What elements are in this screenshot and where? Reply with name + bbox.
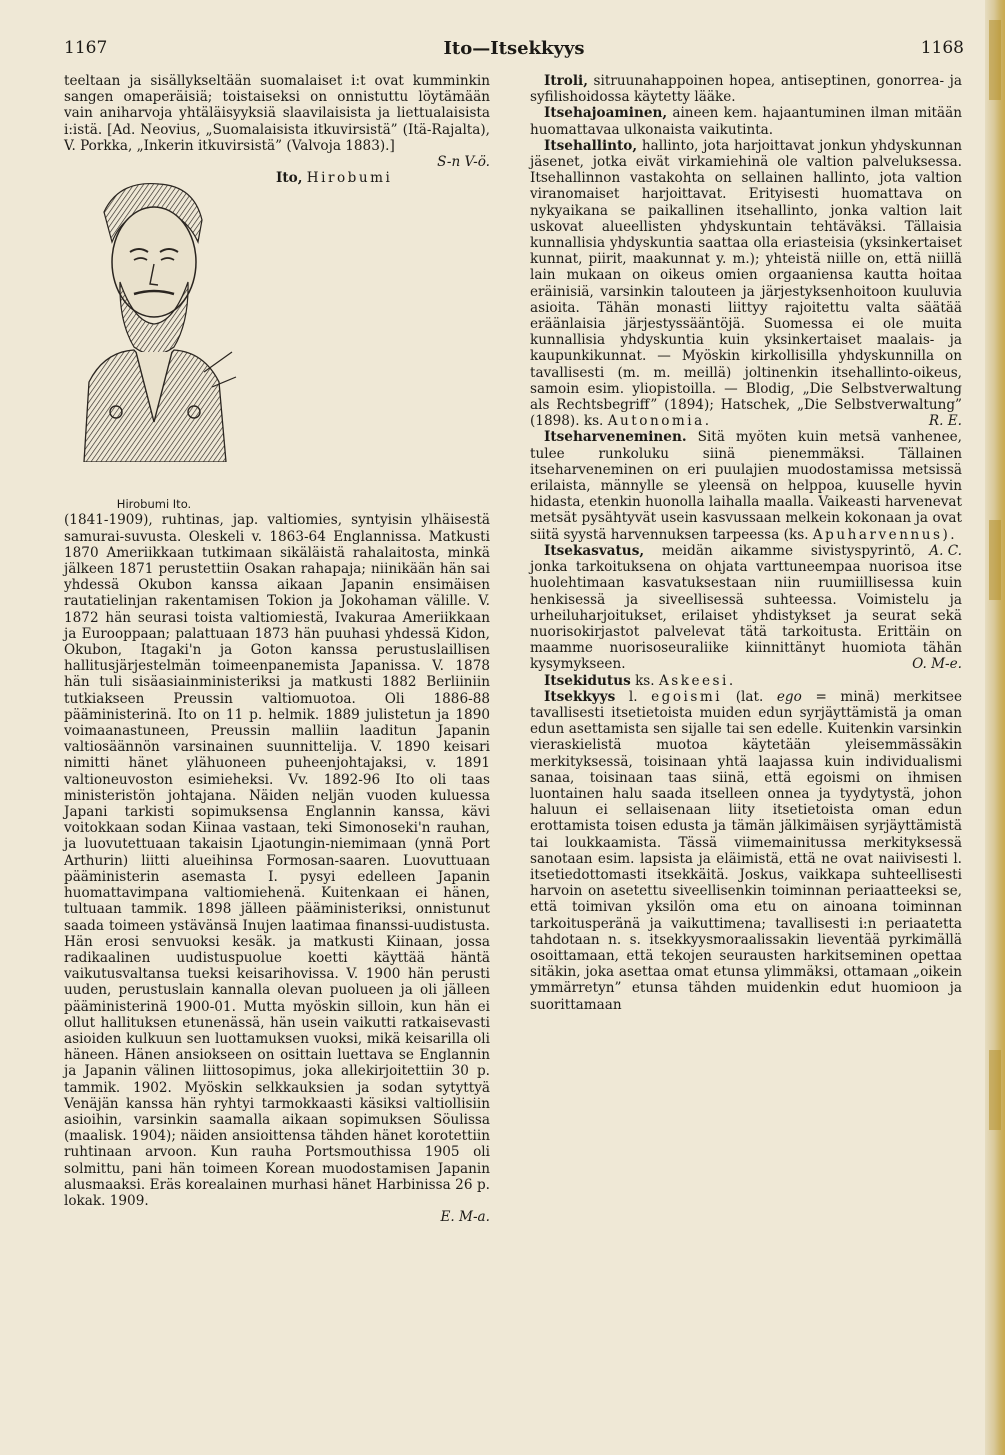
edge-tab [989, 20, 1001, 100]
entry-keyword: Ito, [276, 170, 303, 187]
entry-spaced-name: Hirobumi [306, 170, 393, 187]
running-title: Ito—Itsekkyys [443, 38, 585, 59]
author-signature: E. M-a. [440, 1209, 490, 1226]
entry-keyword: Itsekidutus [544, 672, 631, 689]
entry-itroli [530, 73, 962, 105]
author-signature: A. C. [929, 542, 962, 559]
page-edge [985, 0, 1005, 1455]
page-number-right: 1168 [920, 38, 964, 58]
author-signature: S-n V-ö. [437, 154, 490, 171]
entry-itsekkyys [530, 689, 962, 1013]
edge-tab [989, 1050, 1001, 1130]
entry-ito [64, 170, 490, 186]
author-signature: R. E. [928, 413, 962, 430]
left-column [64, 73, 490, 1225]
portrait-image [64, 172, 244, 462]
entry-italic-term: ego [776, 688, 802, 705]
edge-tab [989, 520, 1001, 600]
entry-text: l. [628, 688, 638, 705]
entry-keyword: Itsekkyys [544, 688, 616, 705]
figure-caption: Hirobumi Ito. [116, 497, 192, 512]
paragraph-text: teeltaan ja sisällykseltään suomalaiset i:t ovat kumminkin sangen omaperäisiä; toistaiseksi on onnistuttu löytämään vain aniharvoja yhtäläisyyksiä slaavilaisista ja liettualaisista i:istä. [Ad. Neovius, „Suomalaisista itkuvirsistä” (Itä-Rajalta), V. Porkka, „Inkerin itkuvirsistä” (Valvoja 1883).] [64, 73, 490, 154]
entry-text: meidän aikamme sivistyspyrintö, jonka tarkoituksena on ohjata varttuneempaa nuorisoa itse huolehtimaan kasvatuksestaan niin ruumiillisessa kuin henkisessä ja siveellisessä suhteessa. Voimistelu ja urheiluharjoitukset, erilaiset yhdistykset ja seurat sekä nuorisokirjastot palvelevat tätä tarkoitusta. Erittäin on maamme nuorisoseuraliike kiinnittänyt huomiota tähän kysymykseen. [530, 542, 962, 673]
entry-text: Sitä myöten kuin metsä vanhenee, tulee runkoluku siinä pienemmäksi. Tällainen itseharveneminen on eri puulajien muodostamissa metsissä erilaista, männylle se yleensä on helppoa, kuuselle hyvin hidasta, etenkin huonolla laihalla maalla. Vaikeasti harvenevat metsät pysähtyvät usein kasvussaan melkein kokonaan ja ovat siitä syystä harvennuksen tarpeessa (ks. [530, 429, 963, 543]
entry-keyword: Itsehallinto, [544, 137, 638, 154]
author-signature: O. M-e. [912, 656, 962, 673]
portrait-figure [64, 172, 254, 492]
page-header [64, 38, 964, 62]
cross-reference: Autonomia. [607, 413, 712, 430]
cross-reference: Apuharvennus). [812, 526, 958, 543]
entry-keyword: Itroli, [544, 73, 588, 89]
entry-spaced-term: egoismi [651, 688, 723, 705]
right-column [530, 73, 962, 1013]
entry-text: ks. [635, 672, 655, 689]
entry-itsehallinto [530, 138, 962, 430]
entry-text: = minä) merkitsee tavallisesti itsetietoista muiden edun syrjäyttämistä ja oman edun asettamista sen sijalle tai sen edelle. Kuitenkin varsinkin vieraskielistä muotoa käytetään yleisemmässäkin merkityksessä, toisinaan yhtä laajassa kuin individualismi sanaa, toisinaan taas siinä, että egoismi on ihmisen luontainen halu saada itselleen onnea ja tyydytystä, johon haluun ei sellaisenaan liity itsetietoista oman edun erottamista toisen edusta ja tämän jälkimäisen syrjäyttämistä tai loukkaamista. Tässä viimemainitussa merkityksessä sanotaan esim. lapsista ja eläimistä, että ne ovat naiivisesti l. itsetiedottomasti itsekkäitä. Joskus, vaikkapa suhteellisesti harvoin on asetettu siveellisenkin toiminnan periaatteeksi se, että toimivan yksilön oma etu on ainoana toiminnan tarkoitusperänä ja vaikuttimena; tavallisesti i:n periaatetta tahdotaan n. s. itsekkyysmoraalissakin lieventää pyrkimällä osoittamaan, että tekojen seurausten harkitseminen opettaa sitäkin, joka asettaa omat etunsa ylimmäksi, ottamaan „oikein ymmärretyn” etunsa tähden muidenkin edut huomioon ja suorittamaan [530, 688, 962, 1013]
page-number-left: 1167 [64, 38, 108, 58]
entry-keyword: Itsehajoaminen, [544, 105, 668, 122]
entry-itsekasvatus [530, 543, 962, 673]
entry-text: (lat. [735, 688, 764, 705]
entry-itsehajoaminen [530, 105, 962, 137]
entry-text: hallinto, jota harjoittavat jonkun yhdyskunnan jäsenet, jotka eivät virkamiehinä ole valtion palveluksessa. Itsehallinnon vastakohta on sellainen hallinto, jota valtion viranomaiset harjoittavat. Erityisesti huomattava on nykyaikana se paikallinen itsehallinto, jonka valtion lait uskovat alueellisten yhdyskuntain tehtäväksi. Tällaisia kunnallisia yhdyskuntia saattaa olla eriasteisia (yksinkertaiset kunnat, piirit, maakunnat y. m.); yhteistä niille on, että niillä lain mukaan on oikeus omien orgaaniensa kautta hoitaa eräinisiä, varsinkin talouteen ja järjestyksenhoitoon kuuluvia asioita. Tähän monasti liittyy rajoitettu valta säätää eräänlaisia järjestyssääntöjä. Suomessa ei ole muita kunnallisia yhdyskuntia kuin yksinkertaiset maalais- ja kaupunkikunnat. — Myöskin kirkollisilla yhdyskunnilla on tavallisesti (m. m. meillä) joltinenkin itsehallinto-oikeus, samoin esim. yliopistoilla. — Blodig, „Die Selbstverwaltung als Rechtsbegriff” (1894); Hatschek, „Die Selbstverwaltung” (1898). ks. [530, 137, 962, 430]
entry-text: sitruunahappoinen hopea, antiseptinen, gonorrea- ja syfilishoidossa käytetty lääke. [530, 73, 962, 106]
entry-text: aineen kem. hajaantuminen ilman mitään huomattavaa ulkonaista vaikutinta. [530, 105, 962, 138]
entry-keyword: Itseharveneminen. [544, 429, 687, 446]
cross-reference: Askeesi. [658, 672, 736, 689]
entry-itsekidutus [530, 673, 962, 689]
entry-keyword: Itsekasvatus, [544, 542, 645, 559]
entry-itkuvirsi-end [64, 73, 490, 170]
entry-text: (1841-1909), ruhtinas, jap. valtiomies, syntyisin ylhäisestä samurai-suvusta. Oleskeli v. 1863-64 Englannissa. Matkusti 1870 Ameriikkaan tutkimaan sikäläistä rahalaitosta, minkä jälkeen 1871 perustettiin Osakan rahapaja; niinikään hän sai yhdessä Okubon kanssa aikaan Japanin ensimäisen rautatielinjan rakentamisen Tokion ja Jokohaman välille. V. 1872 hän seurasi toista valtiomiestä, Ivakuraa Ameriikkaan ja Eurooppaan; palattuaan 1873 hän puuhasi yhdessä Kidon, Okubon, Itagaki'n ja Goton kanssa perustuslaillisen hallitusjärjestelmän toimeenpanemista Japanissa. V. 1878 hän tuli sisäasiainministeriksi ja matkusti 1882 Berliiniin tutkiakseen Preussin valtiomuotoa. Oli 1886-88 pääministerinä. Ito on 11 p. helmik. 1889 julistetun ja 1890 voimaanastuneen, Preussin malliin laaditun Japanin valtiosäännön varsinainen suunnittelija. V. 1890 keisari nimitti hänet ylähuoneen puheenjohtajaksi, v. 1891 valtioneuvoston esimieheksi. Vv. 1892-96 Ito oli taas ministeristön johtajana. Näiden neljän vuoden kuluessa Japani tarkisti sopimuksensa Englannin kanssa, kävi voitokkaan sodan Kiinaa vastaan, teki Simonoseki'n rauhan, ja luovutettuaan takaisin Ljaotungin-niemimaan (ynnä Port Arthurin) liitti alueihinsa Formosan-saaren. Luovuttuaan pääministerin asemasta I. pysyi edelleen Japanin huomattavimpana valtiomiehenä. Kuitenkaan ei hänen, tultuaan tammik. 1898 jälleen pääministeriksi, onnistunut saada toimeen ystävänsä Inujen laatimaa finanssi-uudistusta. Hän erosi senvuoksi kesäk. ja matkusti Kiinaan, jossa radikaalinen uudistuspuolue koetti käyttää häntä vaikutusvaltansa tueksi keisarihovissa. V. 1900 hän perusti uuden, perustuslain kannalla olevan puolueen ja oli jälleen pääministerinä 1900-01. Mutta myöskin silloin, kun hän ei ollut hallituksen etunenässä, hän usein vaikutti ratkaisevasti asioiden kulkuun sen luottamuksen vuoksi, mikä keisarilla oli häneen. Hänen ansiokseen on osittain luettava se Englannin ja Japanin välinen liittosopimus, joka allekirjoitettiin 30 p. tammik. 1902. Myöskin selkkauksien ja sodan sytyttyä Venäjän kanssa hän ryhtyi tarmokkaasti käsiksi valtiollisiin asioihin, varsinkin saamalla aikaan sopimuksen Söulissa (maalisk. 1904); näiden ansioittensa tähden hänet korotettiin ruhtinaan arvoon. Kun rauha Portsmouthissa 1905 oli solmittu, pani hän toimeen Korean muodostamisen Japanin alusmaaksi. Eräs korealainen murhasi hänet Harbinissa 26 p. lokak. 1909. [64, 512, 490, 1209]
